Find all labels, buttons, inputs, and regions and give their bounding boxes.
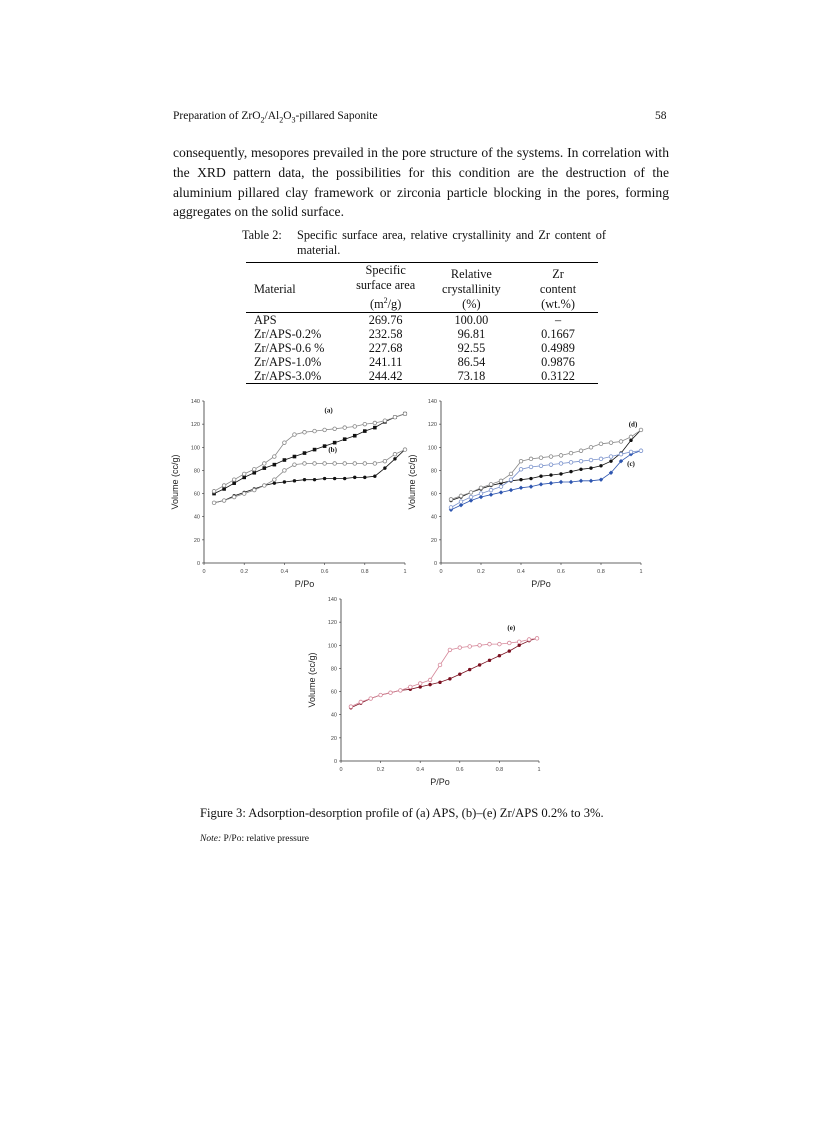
data-point <box>629 450 633 454</box>
data-point <box>599 442 603 446</box>
data-point <box>252 471 256 475</box>
data-point <box>599 457 603 461</box>
data-point <box>599 464 602 467</box>
data-point <box>232 481 236 485</box>
data-point <box>519 467 523 471</box>
data-point <box>403 412 407 416</box>
x-tick-label: 0 <box>439 569 443 575</box>
data-point <box>293 479 296 482</box>
data-point <box>509 472 513 476</box>
series-e-adsorption <box>349 637 539 710</box>
data-point <box>529 477 532 480</box>
data-point <box>469 495 473 499</box>
data-point <box>569 451 573 455</box>
data-point <box>428 678 432 682</box>
page-number: 58 <box>655 110 667 122</box>
header-surface-area: Specific surface area $(m^2/g)$ <box>356 263 416 312</box>
series-e-desorption <box>349 637 539 709</box>
data-point <box>589 445 593 449</box>
data-point <box>393 452 397 456</box>
x-tick-label: 0.2 <box>240 569 249 575</box>
isotherm-chart-cd <box>407 395 653 595</box>
x-tick-label: 1 <box>639 569 643 575</box>
data-point <box>609 455 613 459</box>
x-tick-label: 0.8 <box>360 569 369 575</box>
isotherm-chart-ab <box>170 395 415 595</box>
data-point <box>333 462 337 466</box>
data-point <box>303 478 306 481</box>
data-point <box>489 488 493 492</box>
data-point <box>222 484 226 488</box>
y-tick-label: 120 <box>190 422 200 429</box>
data-point <box>609 459 612 462</box>
data-point <box>323 444 327 448</box>
x-axis-label: P/Po <box>531 579 551 589</box>
data-point <box>579 468 582 471</box>
x-tick-label: 0.8 <box>597 569 605 575</box>
data-point <box>527 638 531 642</box>
y-tick-label: 140 <box>190 399 200 405</box>
data-point <box>458 646 462 650</box>
data-point <box>529 484 533 488</box>
data-point <box>359 700 363 704</box>
x-tick-label: 0.6 <box>320 569 329 575</box>
data-point <box>273 478 277 482</box>
data-point <box>468 668 471 671</box>
data-point <box>579 479 583 483</box>
data-point <box>363 476 366 479</box>
data-point <box>448 648 452 652</box>
data-point <box>353 462 357 466</box>
data-point <box>323 428 327 432</box>
data-point <box>469 491 473 495</box>
y-tick-label: 0 <box>333 759 337 765</box>
data-point <box>539 475 542 478</box>
table-row: Zr/APS-1.0% 241.11 86.54 0.9876 <box>254 355 575 370</box>
data-point <box>293 463 297 467</box>
data-point <box>263 462 267 466</box>
data-point <box>609 441 613 445</box>
y-tick-label: 40 <box>430 514 437 521</box>
data-point <box>369 697 373 701</box>
data-point <box>559 472 562 475</box>
data-point <box>252 467 256 471</box>
x-tick-label: 0.2 <box>477 569 485 575</box>
data-point <box>373 462 377 466</box>
series-line <box>351 638 537 706</box>
data-point <box>363 422 367 426</box>
data-point <box>222 499 226 503</box>
data-point <box>509 478 513 482</box>
y-tick-label: 80 <box>430 468 437 475</box>
data-point <box>539 456 543 460</box>
y-tick-label: 0 <box>196 561 200 567</box>
data-point <box>519 478 522 481</box>
data-point <box>343 462 347 466</box>
data-point <box>539 464 543 468</box>
x-tick-label: 0.4 <box>280 569 289 575</box>
data-point <box>589 458 593 462</box>
data-point <box>349 705 353 709</box>
table-row: Zr/APS-0.6 % 227.68 92.55 0.4989 <box>254 341 575 356</box>
y-tick-label: 60 <box>193 491 200 498</box>
data-point <box>383 459 387 463</box>
data-point <box>549 455 553 459</box>
data-point <box>242 472 246 476</box>
data-point <box>438 663 442 667</box>
data-point <box>639 449 643 453</box>
table-row: APS 269.76 100.00 – <box>254 313 562 328</box>
series-line <box>351 638 537 708</box>
data-point <box>222 487 226 491</box>
table-row: Zr/APS-3.0% 244.42 73.18 0.3122 <box>246 369 598 384</box>
figure-note <box>200 834 309 844</box>
table-caption-label: Table 2: <box>242 228 282 242</box>
x-tick-label: 0.4 <box>517 569 525 575</box>
data-point <box>589 479 593 483</box>
header-zr-content: Zr content (wt.%) <box>539 267 577 312</box>
data-point <box>458 673 461 676</box>
data-point <box>459 500 463 504</box>
data-point <box>549 481 553 485</box>
y-tick-label: 120 <box>427 422 437 429</box>
data-point <box>559 454 563 458</box>
table-row: Zr/APS-0.2% 232.58 96.81 0.1667 <box>254 327 575 342</box>
y-tick-label: 140 <box>327 597 337 603</box>
data-point <box>303 462 307 466</box>
x-tick-label: 0 <box>202 569 206 575</box>
series-c-adsorption <box>449 449 643 512</box>
data-point <box>479 492 483 496</box>
data-point <box>363 462 367 466</box>
data-point <box>373 426 377 430</box>
figure-note-label: Note: <box>200 834 222 844</box>
data-point <box>263 466 267 470</box>
data-point <box>333 477 336 480</box>
data-point <box>529 465 533 469</box>
data-point <box>519 486 523 490</box>
y-tick-label: 20 <box>330 735 337 742</box>
y-tick-label: 20 <box>430 537 437 544</box>
data-point <box>499 485 503 489</box>
series-a-desorption <box>212 412 407 493</box>
data-point <box>283 458 287 462</box>
body-paragraph: consequently, mesopores prevailed in the pore structure of the systems. In correlation with the XRD pattern data, the possibilities for this condition are the destruction of the aluminium pillared clay framework or zirconia particle blocking in the pores, forming aggregates on the solid surface. <box>173 145 669 220</box>
data-point <box>313 478 316 481</box>
data-point <box>619 440 623 444</box>
data-point <box>283 480 286 483</box>
data-point <box>353 425 357 429</box>
data-point <box>393 457 396 460</box>
series-line <box>451 451 641 508</box>
data-point <box>242 476 246 480</box>
data-point <box>373 475 376 478</box>
isotherm-chart-e <box>308 592 553 794</box>
data-point <box>403 448 407 452</box>
x-tick-label: 0.6 <box>557 569 565 575</box>
data-point <box>509 488 513 492</box>
series-annotation: (c) <box>627 459 635 468</box>
data-point <box>212 489 216 493</box>
data-point <box>363 429 367 433</box>
data-point <box>303 430 307 434</box>
y-tick-label: 0 <box>433 561 437 567</box>
data-point <box>498 654 501 657</box>
figure-note-text: P/Po: relative pressure <box>223 834 309 844</box>
data-point <box>353 476 356 479</box>
y-tick-label: 100 <box>190 445 200 452</box>
x-tick-label: 0.8 <box>495 767 504 773</box>
y-axis-label: Volume (cc/g) <box>407 454 417 510</box>
data-point <box>419 685 422 688</box>
data-point <box>383 419 387 423</box>
data-point <box>409 685 413 689</box>
series-annotation: (e) <box>507 624 516 633</box>
data-point <box>559 480 563 484</box>
data-point <box>418 682 422 686</box>
y-tick-label: 40 <box>330 712 337 719</box>
header-material: Material <box>254 282 296 297</box>
series-a-adsorption <box>212 412 407 495</box>
header-crystallinity: Relative crystallinity (%) <box>442 267 501 312</box>
x-tick-label: 1 <box>537 767 541 773</box>
data-point <box>579 449 583 453</box>
data-point <box>478 643 482 647</box>
x-tick-label: 1 <box>403 569 407 575</box>
x-tick-label: 0.2 <box>376 767 385 773</box>
table-caption-text: Specific surface area, relative crystallinity and Zr content of material. <box>297 228 606 257</box>
x-tick-label: 0 <box>339 767 343 773</box>
data-point <box>539 482 543 486</box>
data-point <box>529 457 533 461</box>
series-c-desorption <box>449 449 643 509</box>
data-point <box>478 663 481 666</box>
data-point <box>353 434 357 438</box>
data-point <box>559 462 563 466</box>
data-point <box>428 683 431 686</box>
data-point <box>273 455 277 459</box>
data-point <box>468 645 472 649</box>
data-point <box>389 691 393 695</box>
series-annotation: (b) <box>328 445 337 454</box>
series-b-desorption <box>212 445 407 505</box>
data-point <box>518 644 521 647</box>
y-tick-label: 40 <box>193 514 200 521</box>
data-point <box>343 426 347 430</box>
data-point <box>303 451 307 455</box>
data-point <box>293 433 297 437</box>
data-point <box>499 490 503 494</box>
y-axis-label: Volume (cc/g) <box>307 652 317 708</box>
data-point <box>313 448 317 452</box>
data-point <box>569 480 573 484</box>
data-point <box>373 421 377 425</box>
y-tick-label: 80 <box>193 468 200 475</box>
data-point <box>589 466 592 469</box>
y-tick-label: 60 <box>430 491 437 498</box>
y-tick-label: 80 <box>330 666 337 673</box>
data-point <box>619 452 623 456</box>
data-point <box>448 677 451 680</box>
data-point <box>629 439 632 442</box>
data-point <box>488 642 492 646</box>
data-point <box>343 477 346 480</box>
data-point <box>212 501 216 505</box>
data-point <box>535 637 539 641</box>
running-header-title: Preparation of $ZrO_2/Al_2O_3$-pillared Saponite <box>173 110 378 125</box>
figure-caption: Figure 3: Adsorption-desorption profile of (a) APS, (b)–(e) Zr/APS 0.2% to 3%. <box>200 806 604 820</box>
data-point <box>393 415 397 419</box>
data-point <box>549 463 553 467</box>
y-tick-label: 20 <box>193 537 200 544</box>
x-axis-label: P/Po <box>430 777 450 787</box>
y-tick-label: 100 <box>327 643 337 650</box>
data-point <box>323 462 327 466</box>
data-point <box>459 494 463 498</box>
data-point <box>252 488 256 492</box>
data-point <box>283 441 287 445</box>
data-point <box>232 478 236 482</box>
data-point <box>242 492 246 496</box>
data-point <box>379 693 383 697</box>
data-point <box>333 427 337 431</box>
y-tick-label: 100 <box>427 445 437 452</box>
x-axis-label: P/Po <box>294 579 315 589</box>
series-annotation: (a) <box>324 406 333 415</box>
data-point <box>488 659 491 662</box>
data-point <box>479 486 483 490</box>
material-properties-table <box>246 262 598 384</box>
data-point <box>549 473 552 476</box>
data-point <box>449 498 453 502</box>
data-point <box>629 435 633 439</box>
data-point <box>519 459 523 463</box>
data-point <box>293 455 297 459</box>
data-point <box>489 493 493 497</box>
data-point <box>569 461 573 465</box>
y-tick-label: 140 <box>427 399 437 405</box>
table-header-row <box>246 263 598 313</box>
data-point <box>343 437 347 441</box>
data-point <box>313 429 317 433</box>
y-axis-label: Volume (cc/g) <box>170 454 180 510</box>
data-point <box>232 495 236 499</box>
data-point <box>517 640 521 644</box>
data-point <box>569 470 572 473</box>
data-point <box>273 463 277 467</box>
data-point <box>579 459 583 463</box>
series-line <box>214 414 405 494</box>
series-annotation: (d) <box>628 420 638 429</box>
data-point <box>383 466 386 469</box>
data-point <box>498 642 502 646</box>
y-tick-label: 60 <box>330 689 337 696</box>
data-point <box>399 689 403 693</box>
data-point <box>489 483 493 487</box>
y-tick-label: 120 <box>327 620 337 627</box>
data-point <box>639 428 643 432</box>
series-b-adsorption <box>212 445 406 505</box>
data-point <box>508 649 511 652</box>
data-point <box>499 479 503 483</box>
data-point <box>449 506 453 510</box>
data-point <box>323 477 326 480</box>
data-point <box>508 641 512 645</box>
data-point <box>283 469 287 473</box>
x-tick-label: 0.4 <box>416 767 425 773</box>
x-tick-label: 0.6 <box>455 767 464 773</box>
data-point <box>313 462 317 466</box>
data-point <box>273 481 276 484</box>
data-point <box>438 681 441 684</box>
data-point <box>263 484 267 488</box>
data-point <box>333 441 337 445</box>
